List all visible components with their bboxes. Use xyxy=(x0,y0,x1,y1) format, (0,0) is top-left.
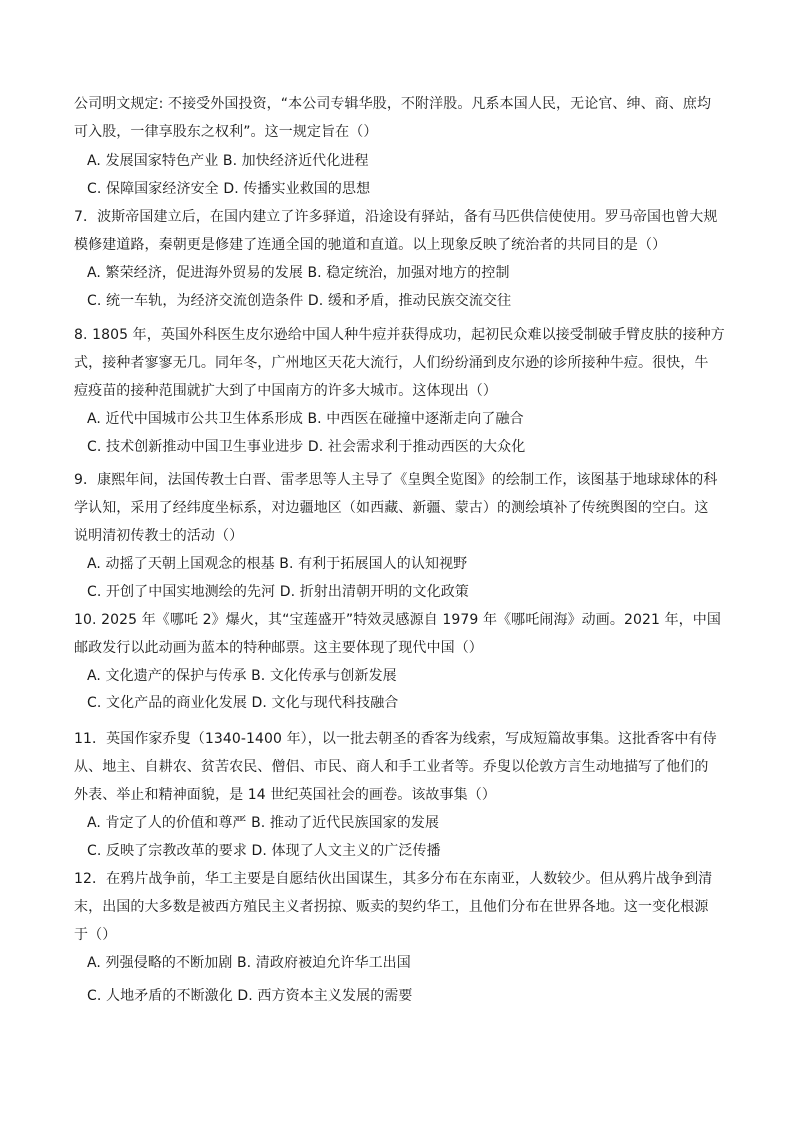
question-12-stem-line-2: 末，出国的大多数是被西方殖民主义者拐掠、贩卖的契约华工，且他们分布在世界各地。这一变化根源 xyxy=(74,899,709,915)
question-9-stem-line-2: 学认知，采用了经纬度坐标系，对边疆地区（如西藏、新疆、蒙古）的测绘填补了传统舆图的空白。这 xyxy=(74,500,709,516)
question-6-options-ab: A. 发展国家特色产业 B. 加快经济近代化进程 xyxy=(87,153,369,169)
question-10-stem-line-2: 邮政发行以此动画为蓝本的特种邮票。这主要体现了现代中国（） xyxy=(74,640,483,656)
question-6-stem-line-1: 公司明文规定: 不接受外国投资，“本公司专辑华股，不附洋股。凡系本国人民，无论官、绅、商、庶均 xyxy=(74,96,712,112)
question-10-stem-line-1: 10. 2025 年《哪吒 2》爆火，其“宝莲盛开”特效灵感源自 1979 年《哪吒闹海》动画。2021 年，中国 xyxy=(74,612,721,628)
question-7-stem-line-1: 7．波斯帝国建立后，在国内建立了许多驿道，沿途设有驿站，备有马匹供信使使用。罗马帝国也曾大规 xyxy=(74,209,718,225)
question-9-stem-line-1: 9．康熙年间，法国传教士白晋、雷孝思等人主导了《皇舆全览图》的绘制工作，该图基于地球球体的科 xyxy=(74,472,718,488)
question-7-stem-line-2: 模修建道路，秦朝更是修建了连通全国的驰道和直道。以上现象反映了统治者的共同目的是（） xyxy=(74,237,667,253)
question-11-stem-line-2: 从、地主、自耕农、贫苦农民、僧侣、市民、商人和手工业者等。乔叟以伦敦方言生动地描写了他们的 xyxy=(74,759,709,775)
question-10-options-cd: C. 文化产品的商业化发展 D. 文化与现代科技融合 xyxy=(87,695,399,711)
question-8-stem-line-2: 式，接种者寥寥无几。同年冬，广州地区天花大流行，人们纷纷涌到皮尔逊的诊所接种牛痘。很快，牛 xyxy=(74,355,709,371)
question-10-options-ab: A. 文化遗产的保护与传承 B. 文化传承与创新发展 xyxy=(87,668,397,684)
question-9-options-ab: A. 动摇了天朝上国观念的根基 B. 有利于拓展国人的认知视野 xyxy=(87,556,468,572)
question-9-stem-line-3: 说明清初传教士的活动（） xyxy=(74,528,244,544)
question-8-options-cd: C. 技术创新推动中国卫生事业进步 D. 社会需求利于推动西医的大众化 xyxy=(87,439,526,455)
question-7-options-ab: A. 繁荣经济，促进海外贸易的发展 B. 稳定统治，加强对地方的控制 xyxy=(87,265,510,281)
question-8-stem-line-3: 痘疫苗的接种范围就扩大到了中国南方的许多大城市。这体现出（） xyxy=(74,383,497,399)
question-7-options-cd: C. 统一车轨，为经济交流创造条件 D. 缓和矛盾，推动民族交流交往 xyxy=(87,293,512,309)
question-11-stem-line-1: 11．英国作家乔叟（1340-1400 年），以一批去朝圣的香客为线索，写成短篇故事集。这批香客中有侍 xyxy=(74,731,717,747)
question-6-stem-line-2: 可入股，一律享股东之权利”。这一规定旨在（） xyxy=(74,124,378,140)
question-8-options-ab: A. 近代中国城市公共卫生体系形成 B. 中西医在碰撞中逐渐走向了融合 xyxy=(87,411,524,427)
question-11-options-ab: A. 肯定了人的价值和尊严 B. 推动了近代民族国家的发展 xyxy=(87,815,440,831)
question-12-stem-line-3: 于（） xyxy=(74,927,117,943)
question-11-stem-line-3: 外表、举止和精神面貌，是 14 世纪英国社会的画卷。该故事集（） xyxy=(74,787,496,803)
question-6-options-cd: C. 保障国家经济安全 D. 传播实业救国的思想 xyxy=(87,181,371,197)
question-12-options-ab: A. 列强侵略的不断加剧 B. 清政府被迫允许华工出国 xyxy=(87,955,411,971)
question-8-stem-line-1: 8. 1805 年，英国外科医生皮尔逊给中国人种牛痘并获得成功，起初民众难以接受制破手臂皮肤的接种方 xyxy=(74,327,725,343)
question-11-options-cd: C. 反映了宗教改革的要求 D. 体现了人文主义的广泛传播 xyxy=(87,843,441,859)
question-9-options-cd: C. 开创了中国实地测绘的先河 D. 折射出清朝开明的文化政策 xyxy=(87,584,469,600)
question-12-stem-line-1: 12．在鸦片战争前，华工主要是自愿结伙出国谋生，其多分布在东南亚，人数较少。但从鸦片战争到清 xyxy=(74,871,713,887)
question-12-options-cd: C. 人地矛盾的不断激化 D. 西方资本主义发展的需要 xyxy=(87,988,413,1004)
